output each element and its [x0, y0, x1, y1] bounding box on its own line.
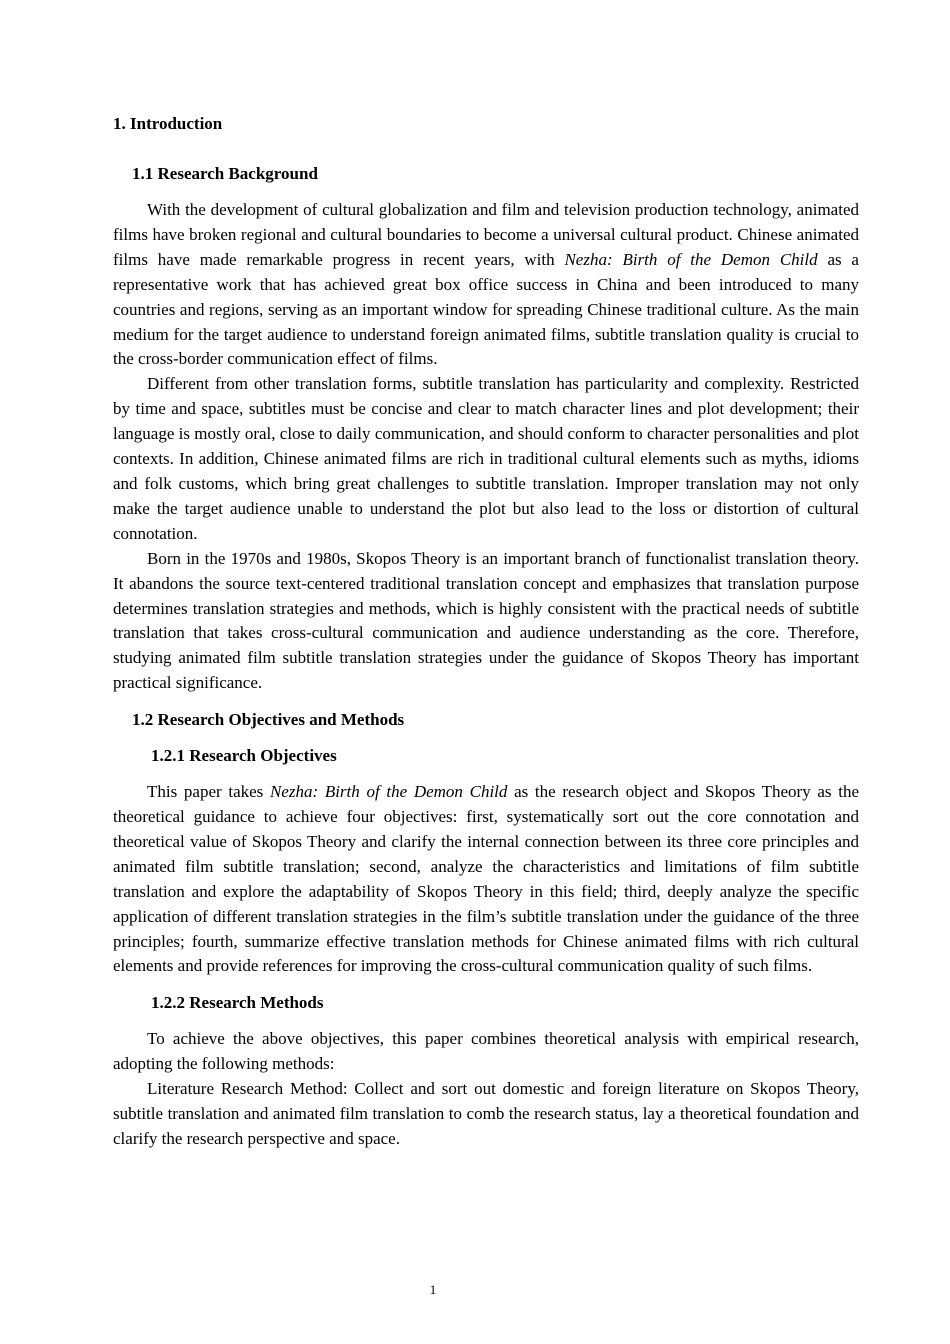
page-number: 1 — [429, 1282, 437, 1297]
subsection-heading-research-background: 1.1 Research Background — [132, 164, 318, 183]
paragraph-methods-2: Literature Research Method: Collect and sort out domestic and foreign literature on Skopos Theory, subtitle translation and animated film translation to comb the research status, lay a theoretical foundation and clarify the research perspective and space. — [113, 1079, 859, 1148]
paragraph-text: as a representative work that has achieved great box office success in China and been introduced to many countries and regions, serving as an important window for spreading Chinese traditional culture. As the main medium for the target audience to understand foreign animated films, subtitle translation quality is crucial to the cross-border communication effect of films. — [113, 249, 859, 369]
film-title: Nezha: Birth of the Demon Child — [564, 249, 818, 269]
paragraph-background-2: Different from other translation forms, subtitle translation has particularity and complexity. Restricted by time and space, subtitles must be concise and clear to match character lines and plot development; their language is mostly oral, close to daily communication, and should conform to character personalities and plot contexts. In addition, Chinese animated films are rich in traditional cultural elements such as myths, idioms and folk customs, which bring great challenges to subtitle translation. Improper translation may not only make the target audience unable to understand the plot but also lead to the loss or distortion of cultural connotation. — [113, 374, 859, 543]
page-content — [113, 112, 859, 1152]
subsection-heading-objectives-methods: 1.2 Research Objectives and Methods — [132, 710, 405, 730]
paragraph-text: This paper takes — [147, 782, 270, 802]
film-title: Nezha: Birth of the Demon Child — [269, 782, 508, 802]
subsubsection-heading-objectives: 1.2.1 Research Objectives — [151, 746, 337, 766]
paragraph-text: With the development of cultural globalization and film and television production technology, animated films have broken regional and cultural boundaries to become a universal cultural product. Chinese animated films have made remarkable progress in recent years, with — [113, 200, 859, 269]
paragraph-text: as the research object and Skopos Theory as the theoretical guidance to achieve four objectives: first, systematically sort out the core connotation and theoretical value of Skopos Theory and clarify the internal connection between its three core principles and animated film subtitle translation; second, analyze the characteristics and limitations of film subtitle translation and explore the adaptability of Skopos Theory in this field; third, deeply analyze the specific application of different translation strategies in the film’s subtitle translation under the guidance of the three principles; fourth, summarize effective translation methods for Chinese animated films with rich cultural elements and provide references for improving the cross-cultural communication quality of such films. — [113, 782, 859, 976]
subsubsection-heading-methods: 1.2.2 Research Methods — [151, 993, 324, 1013]
paragraph-background-3: Born in the 1970s and 1980s, Skopos Theory is an important branch of functionalist translation theory. It abandons the source text-centered traditional translation concept and emphasizes that translation purpose determines translation strategies and methods, which is highly consistent with the practical needs of subtitle translation that takes cross-cultural communication and audience understanding as the core. Therefore, studying animated film subtitle translation strategies under the guidance of Skopos Theory has important practical significance. — [113, 548, 859, 693]
section-heading-introduction: 1. Introduction — [113, 114, 223, 133]
paragraph-methods-1: To achieve the above objectives, this paper combines theoretical analysis with empirical research, adopting the following methods: — [113, 1029, 859, 1074]
paragraph-background-1 — [113, 198, 859, 372]
paragraph-objectives — [113, 780, 859, 979]
